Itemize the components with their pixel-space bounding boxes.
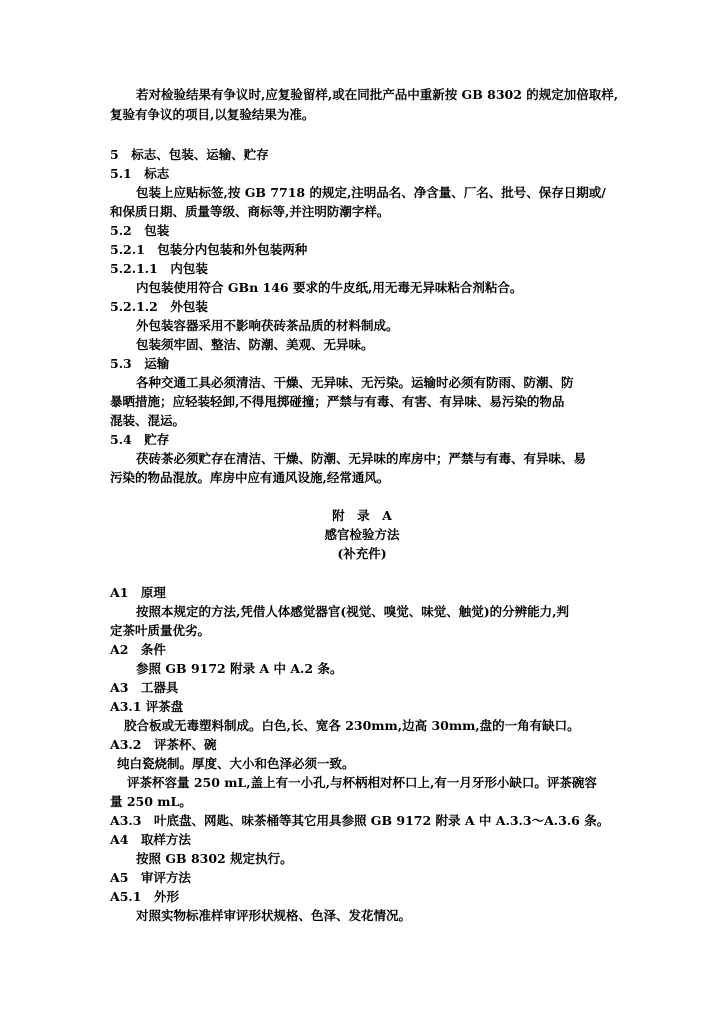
text-line: 对照实物标准样审评形状规格、色泽、发花情况。 xyxy=(136,908,412,923)
text-line: 胶合板或无毒塑料制成。白色,长、宽各 230mm,边高 30mm,盘的一角有缺口。 xyxy=(124,718,580,733)
subsection-heading: 5.2 包装 xyxy=(110,223,170,238)
subsection-heading: 5.1 标志 xyxy=(110,166,170,181)
subsection-heading: 5.2.1 包装分内包装和外包装两种 xyxy=(110,242,308,257)
text-line: 内包装使用符合 GBn 146 要求的牛皮纸,用无毒无异味粘合剂粘合。 xyxy=(136,280,523,295)
section-heading: A1 原理 xyxy=(110,585,166,600)
subsection-heading: A5.1 外形 xyxy=(110,889,179,904)
section-heading: A5 审评方法 xyxy=(110,870,191,885)
text-line: 污染的物品混放。库房中应有通风设施,经常通风。 xyxy=(110,470,390,485)
text-line: 包装上应贴标签,按 GB 7718 的规定,注明品名、净含量、厂名、批号、保存日期或/ xyxy=(136,185,606,200)
section-heading: A4 取样方法 xyxy=(110,832,191,847)
subsection-heading: 5.4 贮存 xyxy=(110,432,170,447)
text-line: 和保质日期、质量等级、商标等,并注明防潮字样。 xyxy=(110,204,390,219)
subsection-heading: A3.3 叶底盘、网匙、味茶桶等其它用具参照 GB 9172 附录 A 中 A.3.3～A.3.6 条。 xyxy=(110,813,610,828)
section-heading: 5 标志、包装、运输、贮存 xyxy=(110,147,269,162)
section-heading: A2 条件 xyxy=(110,642,166,657)
subsection-heading: 5.2.1.2 外包装 xyxy=(110,299,208,314)
text-line: 参照 GB 9172 附录 A 中 A.2 条。 xyxy=(136,661,343,676)
text-line: 暴晒措施；应轻装轻卸,不得甩掷碰撞；严禁与有毒、有害、有异味、易污染的物品 xyxy=(110,394,565,409)
subsection-heading: 5.3 运输 xyxy=(110,356,170,371)
text-line: 茯砖茶必须贮存在清洁、干燥、防潮、无异味的库房中；严禁与有毒、有异味、易 xyxy=(136,451,587,466)
text-line: 量 250 mL。 xyxy=(110,794,192,809)
text-line: 各种交通工具必须清洁、干燥、无异味、无污染。运输时必须有防雨、防潮、防 xyxy=(136,375,574,390)
text-line: 包装须牢固、整洁、防潮、美观、无异味。 xyxy=(136,337,374,352)
text-line: 若对检验结果有争议时,应复验留样,或在同批产品中重新按 GB 8302 的规定加倍取样, xyxy=(136,87,619,102)
subsection-heading: A3.2 评茶杯、碗 xyxy=(110,737,217,752)
appendix-note: (补充件) xyxy=(337,546,387,561)
text-line: 纯白瓷烧制。厚度、大小和色泽必须一致。 xyxy=(117,756,355,771)
subsection-heading: A3.1 评茶盘 xyxy=(110,699,184,714)
text-line: 复验有争议的项目,以复验结果为准。 xyxy=(110,107,315,122)
text-line: 按照 GB 8302 规定执行。 xyxy=(136,851,293,866)
appendix-subtitle: 感官检验方法 xyxy=(324,527,400,542)
subsection-heading: 5.2.1.1 内包装 xyxy=(110,261,208,276)
text-line: 定茶叶质量优劣。 xyxy=(110,623,211,638)
text-line: 混装、混运。 xyxy=(110,413,186,428)
section-heading: A3 工器具 xyxy=(110,680,179,695)
text-line: 按照本规定的方法,凭借人体感觉器官(视觉、嗅觉、味觉、触觉)的分辨能力,判 xyxy=(136,604,570,619)
text-line: 评茶杯容量 250 mL,盖上有一小孔,与杯柄相对杯口上,有一月牙形小缺口。评茶碗容 xyxy=(127,775,597,790)
appendix-title: 附 录 A xyxy=(332,508,392,523)
text-line: 外包装容器采用不影响茯砖茶品质的材料制成。 xyxy=(136,318,399,333)
